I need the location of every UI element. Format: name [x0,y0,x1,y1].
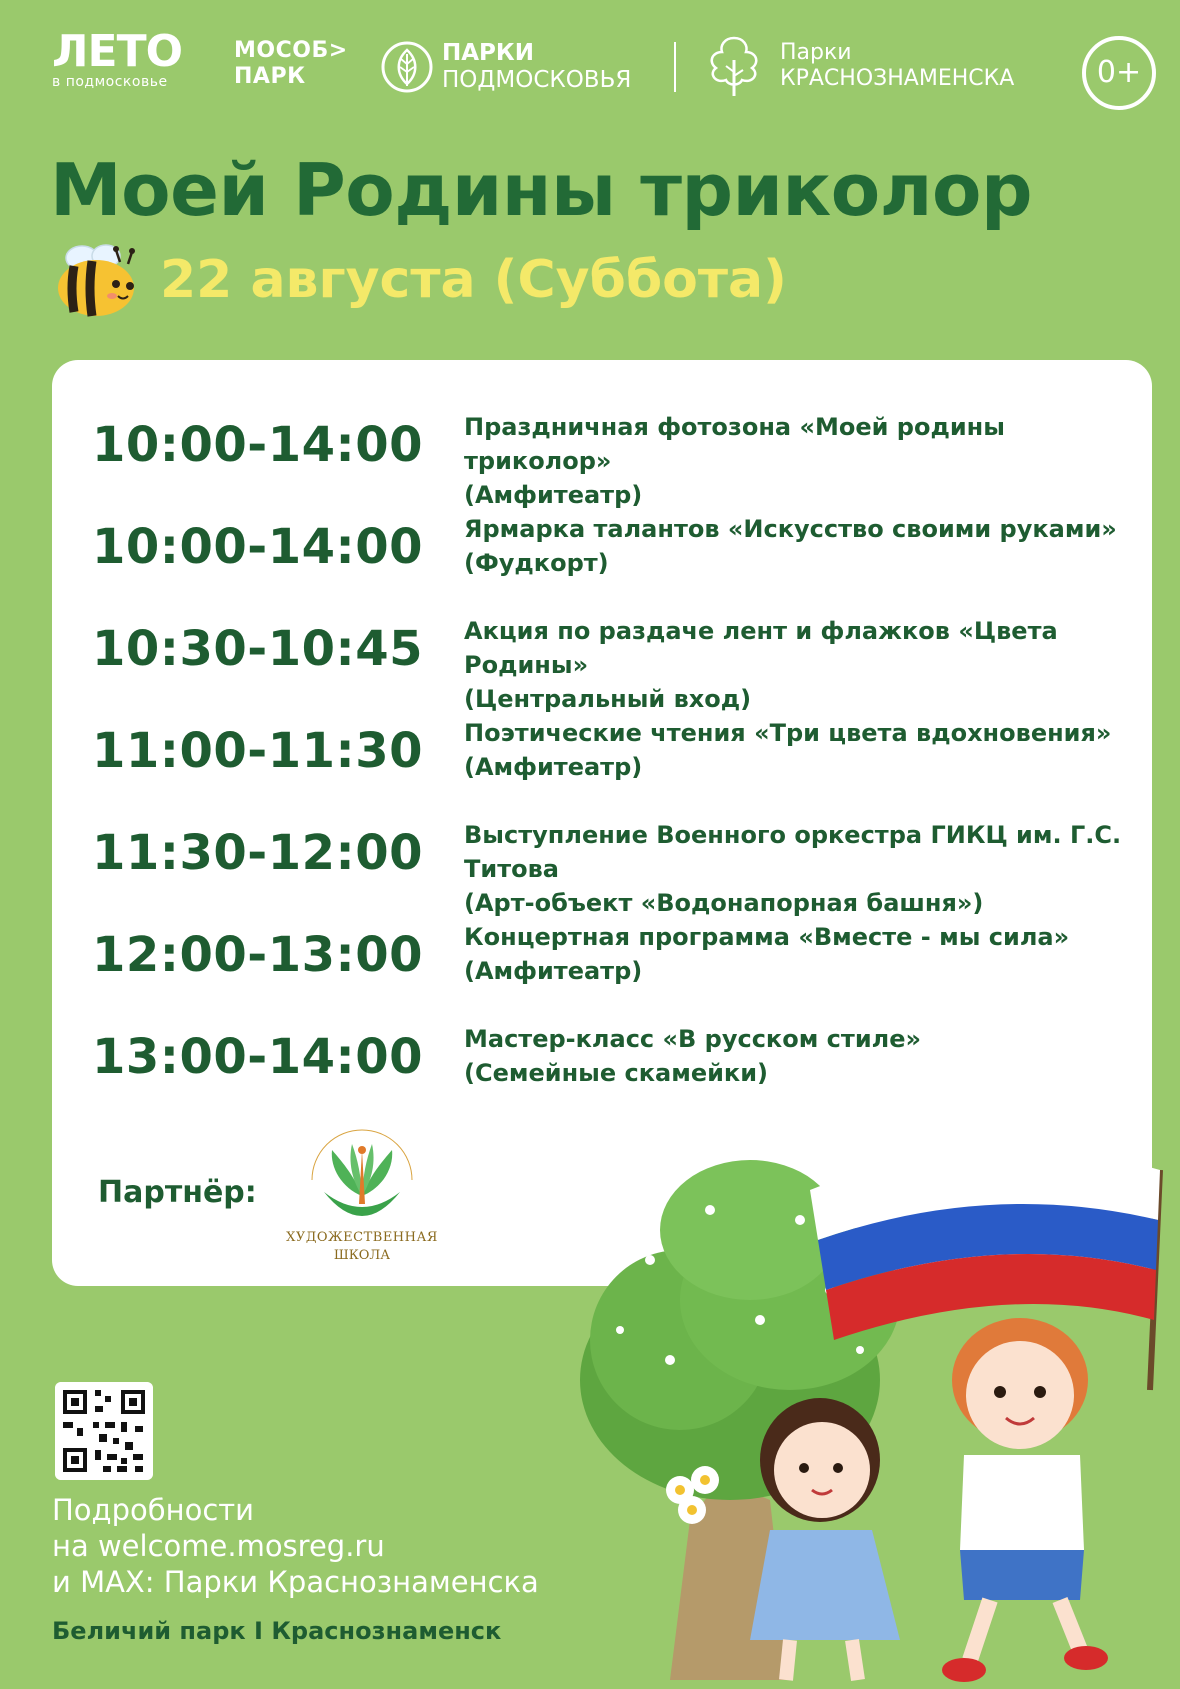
venue-label: Беличий парк I Краснознаменск [52,1617,502,1645]
event-title: Поэтические чтения «Три цвета вдохновения» [464,719,1112,747]
event-place: (Амфитеатр) [464,957,643,985]
event-place: (Фудкорт) [464,549,609,577]
parki-line1: ПАРКИ [442,40,534,66]
schedule-row [92,410,1142,509]
partner-logo-line1: ХУДОЖЕСТВЕННАЯ [286,1230,438,1245]
event-title: Выступление Военного оркестра ГИКЦ им. Г.С. Титова [464,821,1122,883]
schedule-row [92,614,1142,713]
details-link[interactable]: на welcome.mosreg.ru [52,1529,385,1563]
event-place: (Арт-объект «Водонапорная башня») [464,889,984,917]
schedule-event [464,410,1142,512]
schedule-event [464,920,1069,988]
schedule-event [464,716,1111,784]
details-text [52,1492,539,1600]
leaf-icon [380,40,434,94]
leto-logo-main: ЛЕТО [52,26,183,77]
schedule-time: 10:00-14:00 [92,417,423,473]
event-place: (Амфитеатр) [464,753,643,781]
partner-logo [282,1110,442,1270]
event-title: Мастер-класс «В русском стиле» [464,1025,921,1053]
children-with-flag-illustration [560,1120,1180,1689]
details-line3: и MAX: Парки Краснознаменска [52,1565,539,1599]
leto-logo [52,26,183,90]
qr-code[interactable] [55,1382,153,1480]
schedule-event [464,614,1142,716]
mosoblpark-logo [234,38,348,90]
schedule-row [92,920,1142,1016]
event-title: Праздничная фотозона «Моей родины триколор» [464,413,1005,475]
event-place: (Центральный вход) [464,685,752,713]
krasno-line1: Парки [780,40,852,65]
event-title: Ярмарка талантов «Искусство своими руками» [464,515,1117,543]
event-place: (Амфитеатр) [464,481,643,509]
schedule-row [92,716,1142,812]
page-title: Моей Родины триколор [50,148,1033,232]
schedule-row [92,1022,1142,1118]
schedule-time: 10:00-14:00 [92,519,423,575]
art-school-emblem-icon [282,1110,442,1230]
partner-label: Партнёр: [98,1175,257,1210]
parki-line2: ПОДМОСКОВЬЯ [442,67,632,93]
schedule-time: 11:30-12:00 [92,825,423,881]
schedule-event [464,818,1142,920]
event-title: Акция по раздаче лент и флажков «Цвета Родины» [464,617,1058,679]
bee-icon [52,240,144,320]
schedule-time: 11:00-11:30 [92,723,423,779]
event-date: 22 августа (Суббота) [160,250,787,310]
header-divider [674,42,676,92]
krasno-line2: КРАСНОЗНАМЕНСКА [780,66,1015,91]
schedule-event [464,512,1117,580]
parki-krasnoznamenska-logo [698,30,1014,102]
mosoblpark-line2: ПАРК [234,64,306,89]
tree-icon [698,30,770,102]
schedule-row [92,512,1142,608]
details-line1: Подробности [52,1493,255,1527]
mosoblpark-line1: МОСОБ> [234,38,348,63]
schedule-time: 12:00-13:00 [92,927,423,983]
schedule-time: 10:30-10:45 [92,621,423,677]
parki-podmoskovya-logo [380,40,631,94]
schedule-event [464,1022,921,1090]
age-rating-badge: 0+ [1082,36,1156,110]
schedule-row [92,818,1142,917]
partner-logo-line2: ШКОЛА [333,1248,391,1263]
event-place: (Семейные скамейки) [464,1059,768,1087]
leto-logo-sub: в подмосковье [52,74,168,90]
event-title: Концертная программа «Вместе - мы сила» [464,923,1070,951]
schedule-time: 13:00-14:00 [92,1029,423,1085]
